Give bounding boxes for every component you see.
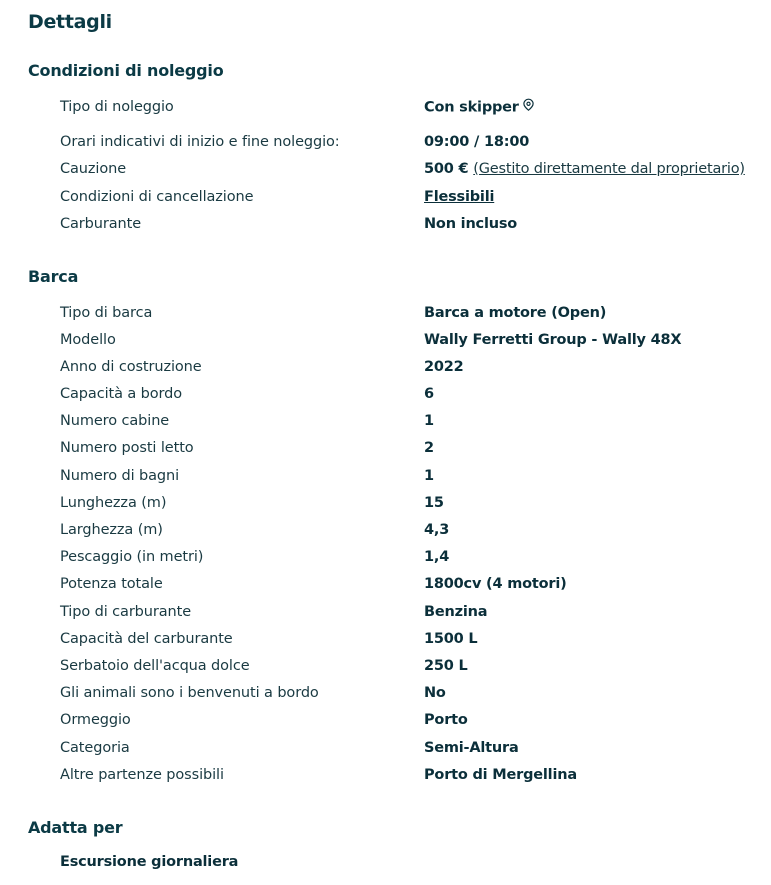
detail-row: [0, 440, 771, 462]
detail-label: Larghezza (m): [60, 522, 163, 538]
detail-value: 2022: [424, 359, 464, 375]
detail-row: [0, 658, 771, 680]
detail-row: [0, 712, 771, 734]
detail-row-fuel: [0, 216, 771, 238]
detail-label: Tipo di barca: [60, 305, 153, 321]
detail-row: [0, 413, 771, 435]
detail-value: 1: [424, 413, 434, 429]
detail-value: 15: [424, 495, 444, 511]
detail-row-cancellation: [0, 189, 771, 211]
section-title-suitable: Adatta per: [28, 818, 123, 837]
detail-row: [0, 576, 771, 598]
detail-value: 09:00 / 18:00: [424, 134, 530, 150]
detail-label: Serbatoio dell'acqua dolce: [60, 658, 250, 674]
detail-label: Tipo di carburante: [60, 604, 192, 620]
detail-row: [0, 685, 771, 707]
detail-value: 1,4: [424, 549, 450, 565]
detail-row: [0, 549, 771, 571]
detail-value: [424, 99, 535, 116]
info-icon[interactable]: [522, 98, 535, 115]
detail-label: Condizioni di cancellazione: [60, 189, 254, 205]
detail-row: [0, 631, 771, 653]
detail-value: Porto di Mergellina: [424, 767, 577, 783]
cancellation-policy-link[interactable]: Flessibili: [424, 189, 495, 205]
detail-label: Numero di bagni: [60, 468, 180, 484]
detail-row: [0, 522, 771, 544]
detail-label: Numero posti letto: [60, 440, 194, 456]
detail-label: Altre partenze possibili: [60, 767, 224, 783]
detail-label: Lunghezza (m): [60, 495, 167, 511]
detail-label: Categoria: [60, 740, 130, 756]
detail-row-deposit: [0, 161, 771, 183]
detail-value: No: [424, 685, 446, 701]
rental-type-value: Con skipper: [424, 99, 519, 116]
detail-value: Semi-Altura: [424, 740, 519, 756]
detail-row: [0, 604, 771, 626]
detail-label: Potenza totale: [60, 576, 163, 592]
suitable-item: Escursione giornaliera: [60, 854, 239, 870]
detail-label: Orari indicativi di inizio e fine noleggio:: [60, 134, 340, 150]
detail-row-rental-type: [0, 99, 771, 121]
detail-row: [0, 495, 771, 517]
detail-row: [0, 332, 771, 354]
detail-row: [0, 386, 771, 408]
detail-value: Non incluso: [424, 216, 518, 232]
detail-label: Anno di costruzione: [60, 359, 202, 375]
detail-label: Modello: [60, 332, 116, 348]
page-title: Dettagli: [28, 11, 112, 33]
detail-row: [0, 305, 771, 327]
section-title-boat: Barca: [28, 267, 79, 286]
detail-value: [424, 161, 745, 177]
detail-row-hours: [0, 134, 771, 156]
detail-value: 2: [424, 440, 434, 456]
detail-label: Cauzione: [60, 161, 127, 177]
detail-row: [0, 740, 771, 762]
detail-value: Barca a motore (Open): [424, 305, 607, 321]
detail-row: [0, 468, 771, 490]
detail-label: Pescaggio (in metri): [60, 549, 204, 565]
detail-label: Capacità del carburante: [60, 631, 233, 647]
deposit-amount: 500 €: [424, 161, 469, 177]
deposit-note-link[interactable]: (Gestito direttamente dal proprietario): [473, 161, 745, 177]
detail-label: Tipo di noleggio: [60, 99, 174, 115]
detail-row: [0, 767, 771, 789]
detail-label: Numero cabine: [60, 413, 170, 429]
detail-label: Capacità a bordo: [60, 386, 183, 402]
detail-label: Gli animali sono i benvenuti a bordo: [60, 685, 319, 701]
detail-value: 250 L: [424, 658, 468, 674]
detail-label: Carburante: [60, 216, 142, 232]
detail-value: Benzina: [424, 604, 488, 620]
detail-value: Wally Ferretti Group - Wally 48X: [424, 332, 682, 348]
section-title-rental: Condizioni di noleggio: [28, 61, 224, 80]
detail-value: Porto: [424, 712, 468, 728]
detail-value: 1: [424, 468, 434, 484]
detail-value: 1800cv (4 motori): [424, 576, 567, 592]
detail-value: 1500 L: [424, 631, 478, 647]
detail-value: 4,3: [424, 522, 450, 538]
detail-row: [0, 359, 771, 381]
detail-value: 6: [424, 386, 434, 402]
detail-label: Ormeggio: [60, 712, 131, 728]
